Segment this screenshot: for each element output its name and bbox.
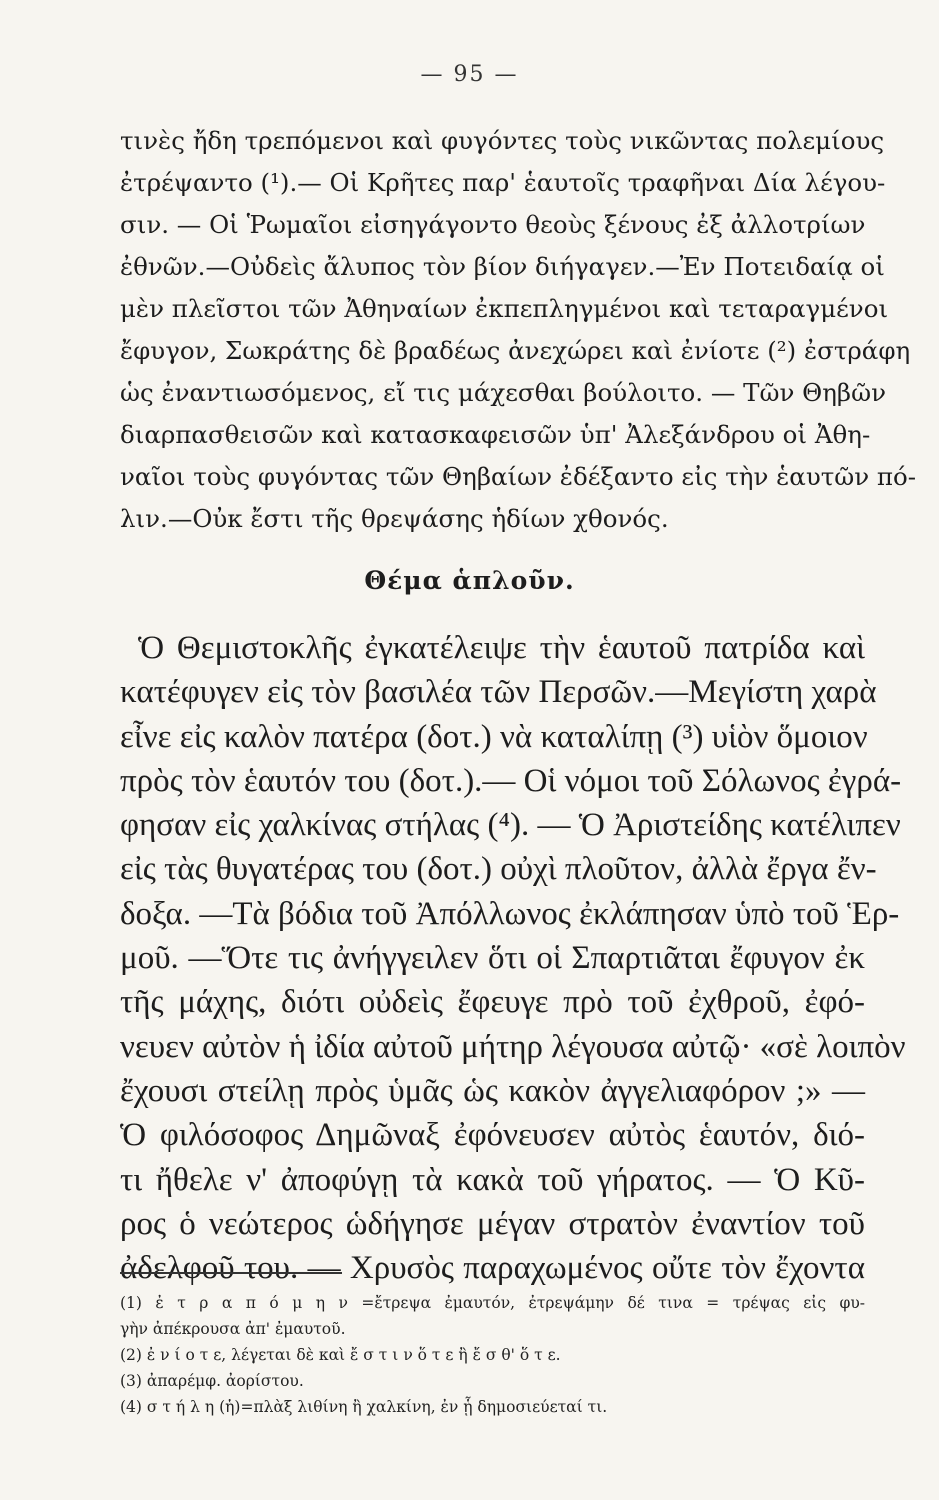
- text-line: ρος ὁ νεώτερος ὡδήγησε μέγαν στρατὸν ἐναντίον τοῦ: [120, 1205, 865, 1242]
- text-line: ὡς ἐναντιωσόμενος, εἴ τις μάχεσθαι βούλοιτο. — Τῶν Θηβῶν: [120, 378, 886, 407]
- text-line: μὲν πλεῖστοι τῶν Ἀθηναίων ἐκπεπληγμένοι καὶ τεταραγμένοι: [120, 294, 889, 323]
- page-number: — 95 —: [420, 62, 519, 87]
- text-line: ἔχουσι στείλῃ πρὸς ὑμᾶς ὡς κακὸν ἀγγελιαφόρον ;» —: [120, 1072, 865, 1109]
- text-line: τι ἤθελε ν' ἀποφύγῃ τὰ κακὰ τοῦ γήρατος. — Ὁ Κῦ-: [120, 1161, 865, 1198]
- footnote-line: (1) ἐ τ ρ α π ό μ η ν =ἔτρεψα ἐμαυτόν, ἐτρεψάμην δέ τινα = τρέψας εἰς φυ-: [120, 1294, 865, 1312]
- top-paragraph: [120, 120, 917, 540]
- footnote-line: γὴν ἀπέκρουσα ἀπ' ἐμαυτοῦ.: [120, 1320, 346, 1338]
- text-line: Ὁ φιλόσοφος Δημῶναξ ἐφόνευσεν αὐτὸς ἑαυτόν, διό-: [120, 1117, 865, 1154]
- text-line: ἐθνῶν.—Οὐδεὶς ἄλυπος τὸν βίον διήγαγεν.—Ἐν Ποτειδαίᾳ οἱ: [120, 252, 885, 281]
- footnote-line: (4) σ τ ή λ η (ἡ)=πλὰξ λιθίνη ἢ χαλκίνη, ἐν ᾗ δημοσιεύεταί τι.: [120, 1398, 608, 1416]
- footnote-line: (3) ἀπαρέμφ. ἀορίστου.: [120, 1372, 304, 1390]
- text-line: λιν.—Οὐκ ἔστι τῆς θρεψάσης ἡδίων χθονός.: [120, 504, 669, 533]
- text-line: δοξα. —Τὰ βόδια τοῦ Ἀπόλλωνος ἐκλάπησαν ὑπὸ τοῦ Ἑρ-: [120, 895, 900, 932]
- text-line: ναῖοι τοὺς φυγόντας τῶν Θηβαίων ἐδέξαντο εἰς τὴν ἑαυτῶν πό-: [120, 462, 917, 491]
- text-line: φησαν εἰς χαλκίνας στήλας (⁴). — Ὁ Ἀριστείδης κατέλιπεν: [120, 807, 901, 844]
- text-line: διαρπασθεισῶν καὶ κατασκαφεισῶν ὑπ' Ἀλεξάνδρου οἱ Ἀθη-: [120, 420, 871, 449]
- text-line: ἔφυγον, Σωκράτης δὲ βραδέως ἀνεχώρει καὶ ἐνίοτε (²) ἐστράφη: [120, 336, 911, 365]
- text-line: Ὁ Θεμιστοκλῆς ἐγκατέλειψε τὴν ἑαυτοῦ πατρίδα καὶ: [138, 630, 865, 666]
- main-paragraph: [120, 626, 906, 1290]
- footnote-divider: [120, 1272, 342, 1274]
- text-line: τινὲς ἤδη τρεπόμενοι καὶ φυγόντες τοὺς νικῶντας πολεμίους: [120, 126, 885, 155]
- text-line: σιν. — Οἱ Ῥωμαῖοι εἰσηγάγοντο θεοὺς ξένους ἐξ ἀλλοτρίων: [120, 210, 866, 239]
- text-line: τῆς μάχης, διότι οὐδεὶς ἔφευγε πρὸ τοῦ ἐχθροῦ, ἐφό-: [120, 984, 865, 1021]
- text-line: εἰς τὰς θυγατέρας του (δοτ.) οὐχὶ πλοῦτον, ἀλλὰ ἔργα ἔν-: [120, 851, 877, 888]
- text-line: κατέφυγεν εἰς τὸν βασιλέα τῶν Περσῶν.—Μεγίστη χαρὰ: [120, 674, 877, 711]
- section-heading: Θέμα ἁπλοῦν.: [364, 566, 575, 595]
- text-line: πρὸς τὸν ἑαυτόν του (δοτ.).— Οἱ νόμοι τοῦ Σόλωνος ἐγρά-: [120, 762, 902, 799]
- text-line: εἶνε εἰς καλὸν πατέρα (δοτ.) νὰ καταλίπῃ (³) υἱὸν ὅμοιον: [120, 718, 868, 755]
- footnote-line: (2) ἐ ν ί ο τ ε, λέγεται δὲ καὶ ἔ σ τ ι ν ὅ τ ε ἢ ἔ σ θ' ὅ τ ε.: [120, 1346, 561, 1364]
- footnotes: [120, 1290, 865, 1420]
- text-line: νευεν αὐτὸν ἡ ἰδία αὐτοῦ μήτηρ λέγουσα αὐτῷ· «σὲ λοιπὸν: [120, 1028, 906, 1065]
- text-line: ἐτρέψαντο (¹).— Οἱ Κρῆτες παρ' ἑαυτοῖς τραφῆναι Δία λέγου-: [120, 168, 886, 197]
- text-line: μοῦ. —Ὅτε τις ἀνήγγειλεν ὅτι οἱ Σπαρτιᾶται ἔφυγον ἐκ: [120, 940, 865, 977]
- text-line: ἀδελφοῦ του. — Χρυσὸς παραχωμένος οὔτε τὸν ἔχοντα: [120, 1250, 865, 1287]
